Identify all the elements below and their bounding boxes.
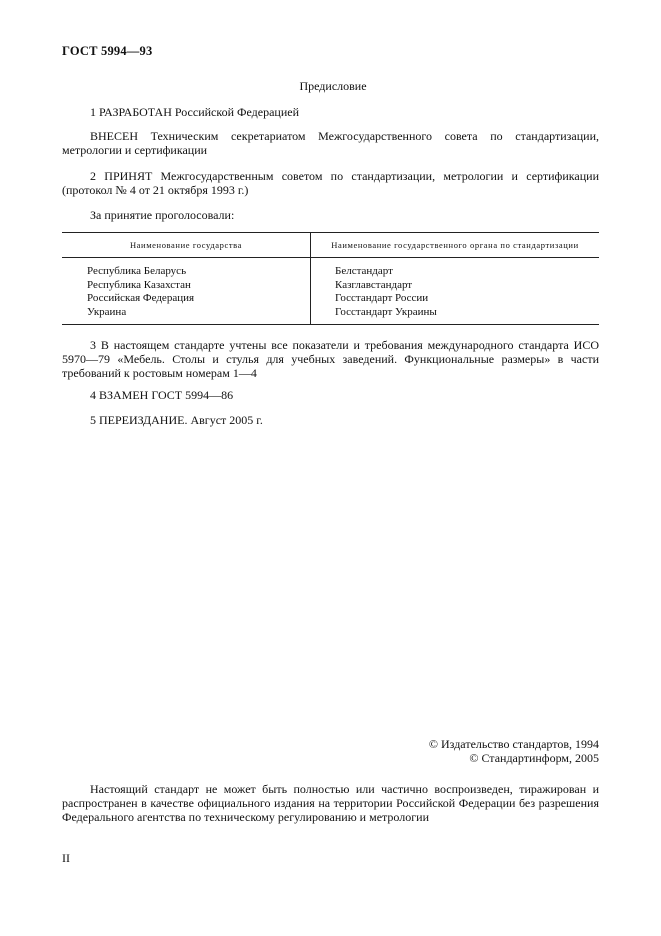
reproduction-notice: Настоящий стандарт не может быть полностью или частично воспроизведен, тиражирован и распространен в качестве официального издания на территории Российской Федерации без разрешения Федерального агентства по техническому регулированию и метрологии: [62, 782, 599, 824]
document-code: ГОСТ 5994—93: [62, 44, 153, 58]
paragraph-reissue: 5 ПЕРЕИЗДАНИЕ. Август 2005 г.: [90, 413, 263, 427]
table-cell-state: Украина: [87, 305, 127, 318]
table-header-divider: [62, 257, 599, 258]
table-cell-body: Белстандарт: [335, 265, 393, 277]
table-header-body: Наименование государственного органа по стандартизации: [331, 240, 579, 250]
table-cell-state: Республика Казахстан: [87, 278, 191, 291]
copyright-line-2: © Стандартинформ, 2005: [469, 751, 599, 765]
table-cell-body: Госстандарт России: [335, 292, 429, 304]
voting-table: [62, 232, 599, 325]
table-cell-state: Российская Федерация: [87, 292, 195, 304]
table-cell-body: Казглавстандарт: [335, 278, 413, 291]
paragraph-adopted: 2 ПРИНЯТ Межгосударственным советом по стандартизации, метрологии и сертификации (протокол № 4 от 21 октября 1993 г.): [62, 169, 599, 197]
copyright-line-1: © Издательство стандартов, 1994: [428, 737, 599, 751]
page-number: II: [62, 851, 70, 865]
section-title: Предисловие: [299, 79, 367, 93]
paragraph-replaces: 4 ВЗАМЕН ГОСТ 5994—86: [90, 388, 234, 402]
copyright-block: [320, 737, 599, 765]
table-header-state: Наименование государства: [129, 240, 243, 250]
table-column-bodies: [335, 265, 437, 319]
paragraph-introduced: ВНЕСЕН Техническим секретариатом Межгосударственного совета по стандартизации, метрологии и сертификации: [62, 129, 599, 157]
paragraph-developed: 1 РАЗРАБОТАН Российской Федерацией: [90, 105, 299, 119]
paragraph-voted: За принятие проголосовали:: [90, 208, 235, 222]
table-cell-body: Госстандарт Украины: [335, 305, 437, 318]
table-cell-state: Республика Беларусь: [87, 265, 187, 277]
paragraph-iso-reference: 3 В настоящем стандарте учтены все показатели и требования международного стандарта ИСО 5970—79 «Мебель. Столы и стулья для учебных заведений. Функциональные размеры» в части требований к ростовым номерам 1—4: [62, 338, 599, 380]
table-column-states: [87, 265, 194, 319]
